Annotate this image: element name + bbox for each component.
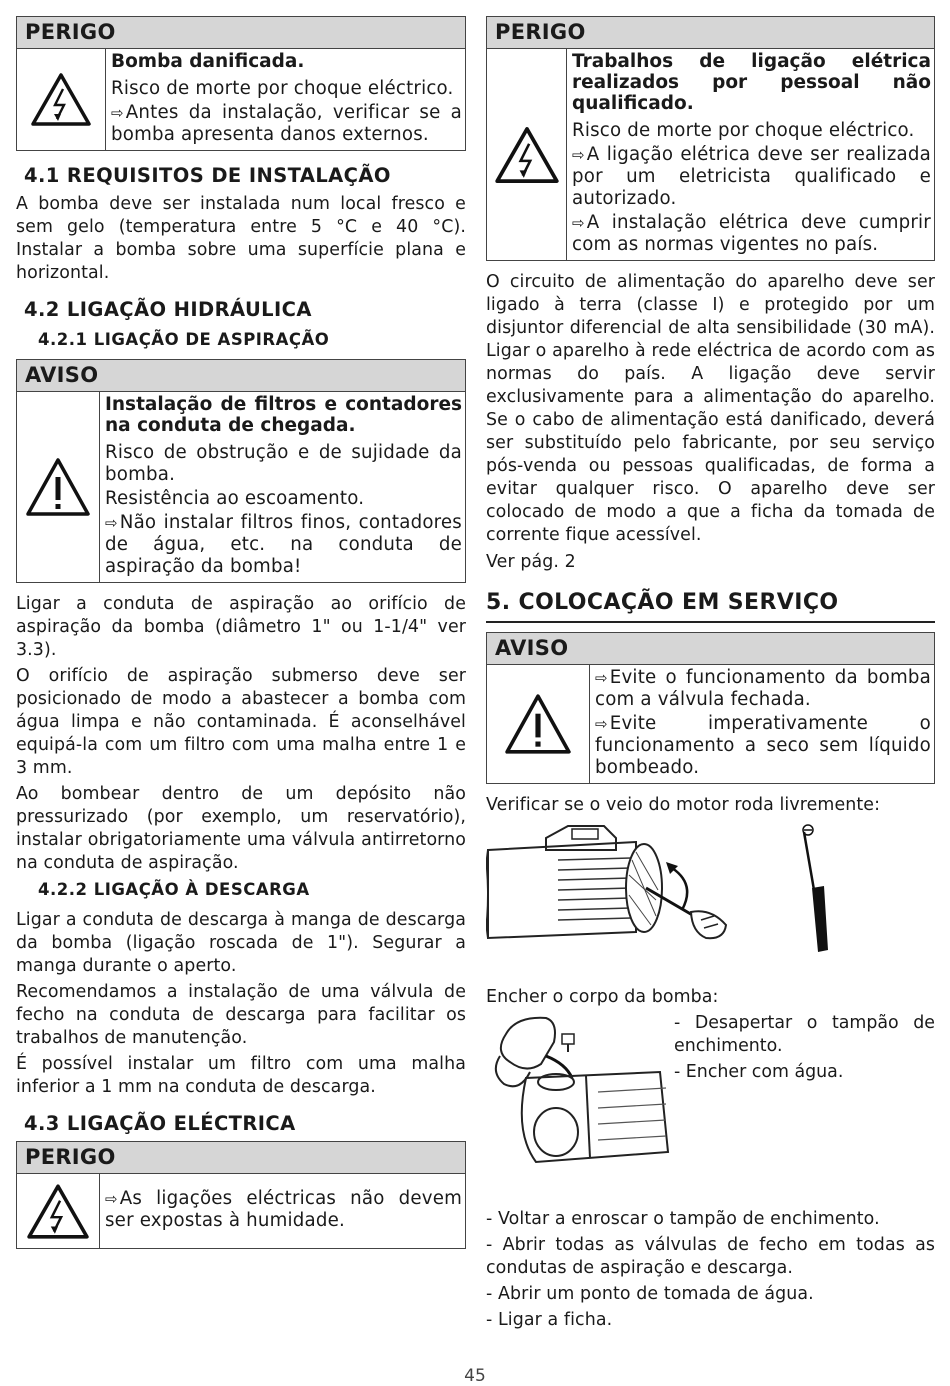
step-item: - Voltar a enroscar o tampão de enchimento.	[486, 1209, 880, 1229]
danger-title: Bomba danificada.	[111, 51, 305, 72]
paragraph: A bomba deve ser instalada num local fresco e sem gelo (temperatura entre 5 °C e 40 °C). Instalar a bomba sobre uma superfície plana e horizontal.	[16, 194, 466, 283]
danger-instruction: As ligações eléctricas não devem ser expostas à humidade.	[105, 1188, 462, 1231]
warning-line: Risco de obstrução e de sujidade da bomba.	[105, 442, 462, 485]
step-item: - Ligar a ficha.	[486, 1310, 613, 1330]
paragraph: Ligar a conduta de descarga à manga de descarga da bomba (ligação roscada de 1"). Segurar a manga durante o aperto.	[16, 910, 466, 976]
box-icon-cell	[487, 665, 590, 783]
warning-title: Instalação de filtros e contadores na conduta de chegada.	[105, 394, 462, 436]
general-warning-icon	[25, 457, 91, 517]
danger-box-humidity	[16, 1141, 466, 1249]
danger-box-header: PERIGO	[17, 1142, 465, 1174]
warning-box-header: AVISO	[17, 360, 465, 392]
paragraph: É possível instalar um filtro com uma malha inferior a 1 mm na conduta de descarga.	[16, 1054, 466, 1097]
box-icon-cell	[487, 49, 567, 260]
arrow-right-outline-icon: ⇨	[595, 715, 608, 733]
left-column	[16, 16, 466, 1257]
danger-box-header: PERIGO	[487, 17, 934, 49]
danger-line: Risco de morte por choque eléctrico.	[572, 120, 915, 141]
warning-box-operation	[486, 632, 935, 784]
arrow-right-outline-icon: ⇨	[572, 146, 585, 164]
paragraph: Verificar se o veio do motor roda livremente:	[486, 795, 881, 815]
danger-box-header: PERIGO	[17, 17, 465, 49]
page-number: 45	[464, 1366, 486, 1386]
subsection-heading-4-2-2: 4.2.2 LIGAÇÃO À DESCARGA	[38, 880, 310, 899]
warning-box-filters	[16, 359, 466, 583]
paragraph: Encher o corpo da bomba:	[486, 987, 719, 1007]
paragraph: Ligar a conduta de aspiração ao orifício de aspiração da bomba (diâmetro 1" ou 1-1/4" ver 3.3).	[16, 594, 466, 660]
paragraph: Recomendamos a instalação de uma válvula de fecho na conduta de descarga para facilitar os trabalhos de manutenção.	[16, 982, 466, 1048]
box-icon-cell	[17, 1174, 100, 1248]
warning-instruction: Evite imperativamente o funcionamento a seco sem líquido bombeado.	[595, 713, 931, 778]
shaft-rotation-illustration	[486, 820, 935, 970]
general-warning-icon	[504, 693, 572, 755]
danger-box-unqualified	[486, 16, 935, 261]
box-icon-cell	[17, 392, 100, 582]
paragraph: O circuito de alimentação do aparelho deve ser ligado à terra (classe I) e protegido por um disjuntor diferencial de alta sensibilidade (30 mA). Ligar o aparelho à rede eléctrica de acordo com as normas do país. A ligação deve servir exclusivamente para a alimentação do aparelho. Se o cabo de alimentação está danificado, deverá ser substituído pelo fabricante, por seu serviço pós-venda ou pessoas qualificadas, de forma a evitar qualquer risco. O aparelho deve ser colocado de modo a que a ficha da tomada de corrente fique acessível.	[486, 272, 935, 545]
paragraph: Ao bombear dentro de um depósito não pressurizado (por exemplo, um reservatório), instalar obrigatoriamente uma válvula antirretorno na conduta de aspiração.	[16, 784, 466, 873]
electric-hazard-icon	[26, 1183, 90, 1240]
fill-step: - Encher com água.	[674, 1062, 844, 1082]
danger-instruction: Antes da instalação, verificar se a bomba apresenta danos externos.	[111, 102, 462, 145]
warning-box-header: AVISO	[487, 633, 934, 665]
arrow-right-outline-icon: ⇨	[572, 214, 585, 232]
paragraph: O orifício de aspiração submerso deve ser posicionado de modo a abastecer a bomba com água limpa e não contaminada. É aconselhável equipá-la com um filtro com uma malha entre 1 e 3 mm.	[16, 666, 466, 778]
section-heading-4-1: 4.1 REQUISITOS DE INSTALAÇÃO	[24, 164, 391, 187]
arrow-right-outline-icon: ⇨	[595, 669, 608, 687]
arrow-right-outline-icon: ⇨	[111, 104, 124, 122]
pump-motor-illustration	[486, 820, 935, 970]
fill-pump-section	[486, 1012, 935, 1182]
pump-filling-illustration	[486, 1012, 674, 1182]
danger-box-damaged-pump	[16, 16, 466, 151]
box-icon-cell	[17, 49, 106, 150]
section-heading-4-3: 4.3 LIGAÇÃO ELÉCTRICA	[24, 1112, 296, 1135]
warning-line: Resistência ao escoamento.	[105, 488, 365, 509]
fill-step: - Desapertar o tampão de enchimento.	[674, 1013, 935, 1056]
danger-title: Trabalhos de ligação elétrica realizados por pessoal não qualificado.	[572, 51, 931, 114]
danger-instruction: A instalação elétrica deve cumprir com as normas vigentes no país.	[572, 212, 931, 255]
danger-instruction: A ligação elétrica deve ser realizada por um eletricista qualificado e autorizado.	[572, 144, 931, 209]
arrow-right-outline-icon: ⇨	[105, 1190, 118, 1208]
electric-hazard-icon	[494, 125, 560, 185]
section-heading-4-2: 4.2 LIGAÇÃO HIDRÁULICA	[24, 298, 312, 321]
page-reference: Ver pág. 2	[486, 552, 576, 572]
section-heading-5: 5. COLOCAÇÃO EM SERVIÇO	[486, 588, 935, 623]
arrow-right-outline-icon: ⇨	[105, 514, 118, 532]
warning-instruction: Evite o funcionamento da bomba com a válvula fechada.	[595, 667, 931, 710]
step-item: - Abrir todas as válvulas de fecho em todas as condutas de aspiração e descarga.	[486, 1235, 935, 1278]
electric-hazard-icon	[30, 72, 92, 127]
right-column	[486, 16, 935, 1335]
warning-instruction: Não instalar filtros finos, contadores de água, etc. na conduta de aspiração da bomba!	[105, 512, 462, 577]
subsection-heading-4-2-1: 4.2.1 LIGAÇÃO DE ASPIRAÇÃO	[38, 330, 330, 349]
step-item: - Abrir um ponto de tomada de água.	[486, 1284, 814, 1304]
danger-line: Risco de morte por choque eléctrico.	[111, 78, 454, 99]
